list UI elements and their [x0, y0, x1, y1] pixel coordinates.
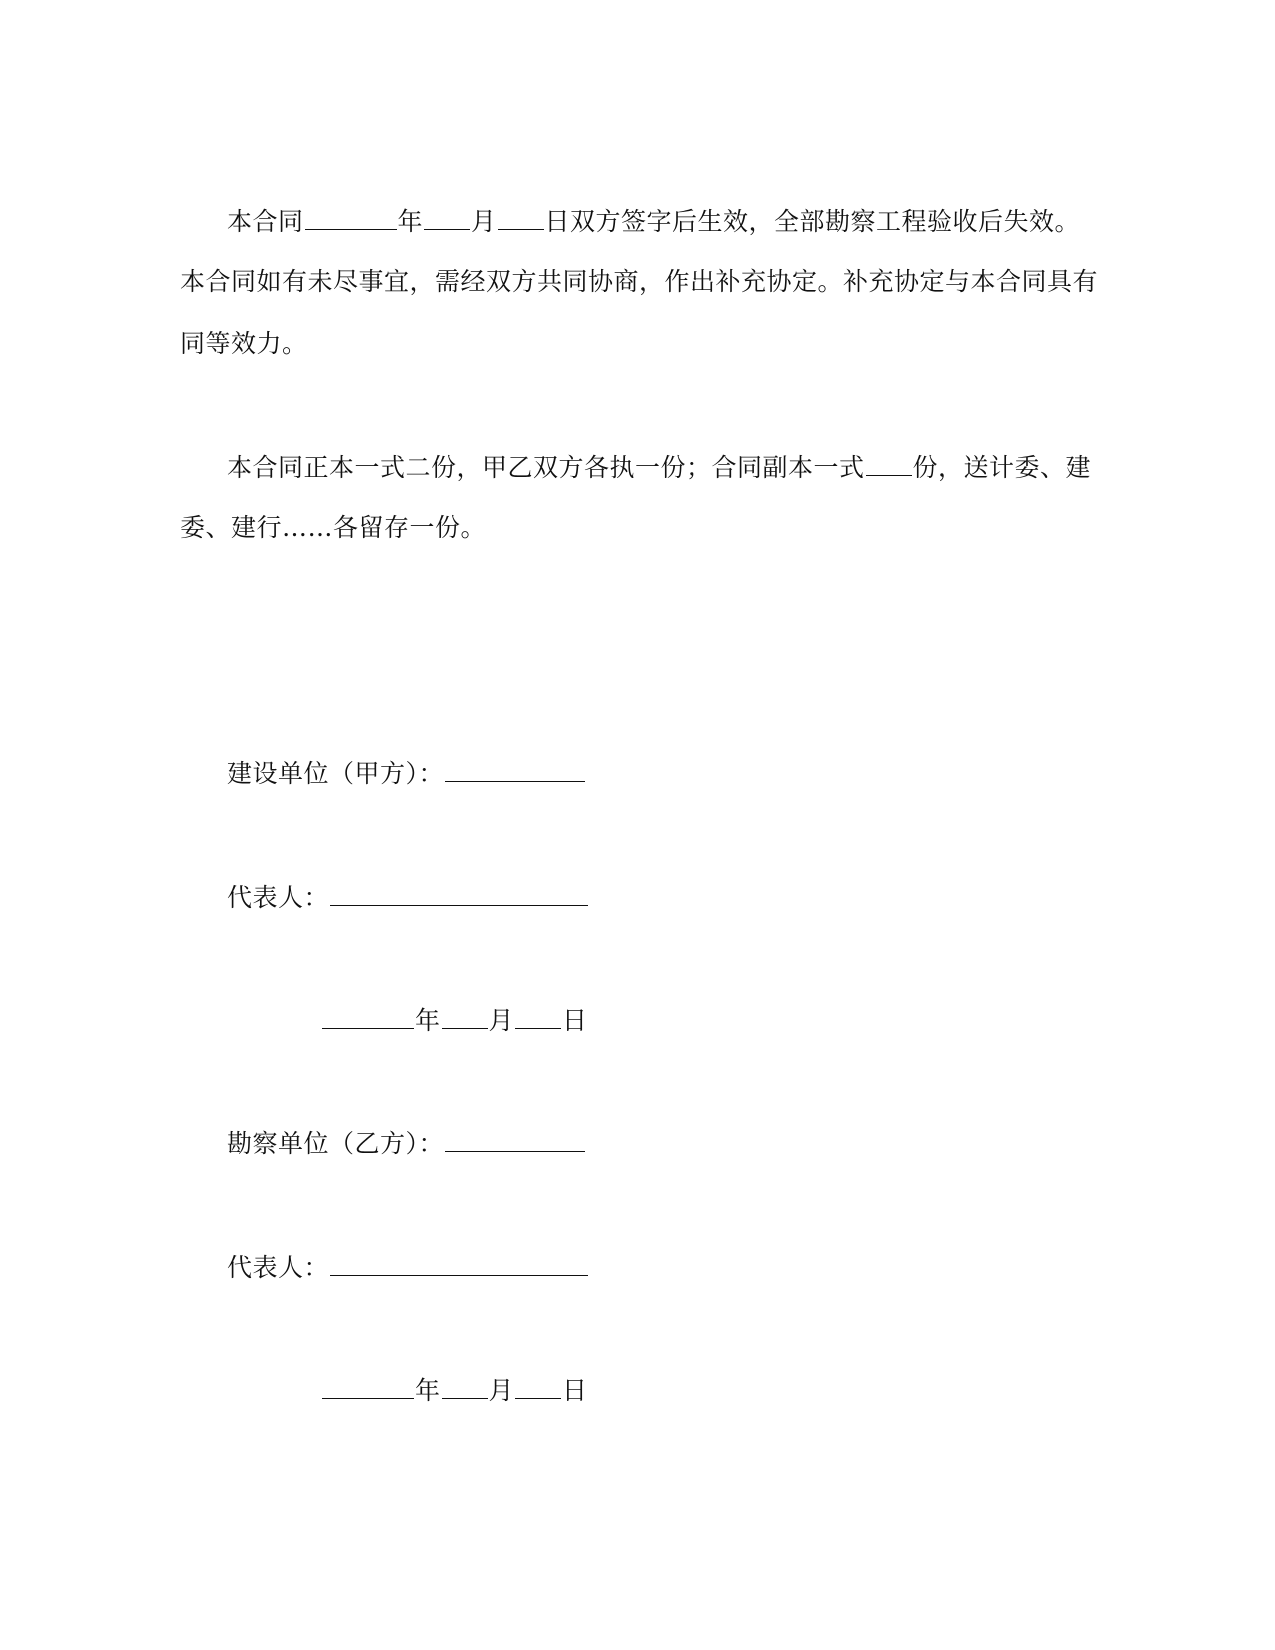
party-a-rep-line: [227, 881, 589, 915]
party-b-rep-label: 代表人：: [227, 1253, 330, 1282]
party-b-month-label: 月: [488, 1376, 515, 1405]
effective-lead: 本合同: [227, 207, 304, 236]
party-a-month-blank[interactable]: [442, 1004, 488, 1029]
effective-month-label: 月: [471, 207, 497, 236]
party-a-unit-label: 建设单位（甲方）：: [227, 759, 445, 788]
effective-clause-line: [227, 205, 1080, 239]
party-a-year-blank[interactable]: [322, 1004, 414, 1029]
effective-month-blank[interactable]: [424, 205, 470, 230]
supplement-clause-line-2: 同等效力。: [180, 329, 308, 358]
party-b-rep-line: [227, 1251, 589, 1285]
copies-clause-line-2: 委、建行……各留存一份。: [180, 513, 487, 542]
effective-rest: 日双方签字后生效，全部勘察工程验收后失效。: [544, 207, 1081, 236]
party-a-date-line: [321, 1004, 588, 1038]
effective-year-label: 年: [397, 207, 424, 236]
party-b-unit-line: [227, 1127, 586, 1161]
party-a-rep-blank[interactable]: [330, 881, 588, 906]
party-a-month-label: 月: [488, 1006, 515, 1035]
party-b-month-blank[interactable]: [442, 1374, 488, 1399]
party-b-year-label: 年: [415, 1376, 441, 1405]
party-a-year-label: 年: [415, 1006, 441, 1035]
party-b-day-label: 日: [562, 1376, 588, 1405]
copies-rest: 份，送计委、建: [912, 453, 1092, 482]
party-b-year-blank[interactable]: [322, 1374, 414, 1399]
supplement-clause-line-1: 本合同如有未尽事宜，需经双方共同协商，作出补充协定。补充协定与本合同具有: [180, 267, 1099, 296]
copies-clause-line-1: [227, 451, 1091, 485]
party-a-rep-label: 代表人：: [227, 883, 330, 912]
copies-lead: 本合同正本一式二份，甲乙双方各执一份；合同副本一式: [227, 453, 865, 482]
party-a-unit-line: [227, 757, 586, 791]
party-a-day-label: 日: [562, 1006, 588, 1035]
copies-count-blank[interactable]: [866, 451, 912, 476]
party-b-day-blank[interactable]: [515, 1374, 561, 1399]
party-b-unit-blank[interactable]: [445, 1127, 585, 1152]
party-b-unit-label: 勘察单位（乙方）：: [227, 1129, 445, 1158]
effective-day-blank[interactable]: [498, 205, 544, 230]
party-a-unit-blank[interactable]: [445, 757, 585, 782]
party-a-day-blank[interactable]: [515, 1004, 561, 1029]
effective-year-blank[interactable]: [305, 205, 397, 230]
party-b-rep-blank[interactable]: [330, 1251, 588, 1276]
party-b-date-line: [321, 1374, 588, 1408]
